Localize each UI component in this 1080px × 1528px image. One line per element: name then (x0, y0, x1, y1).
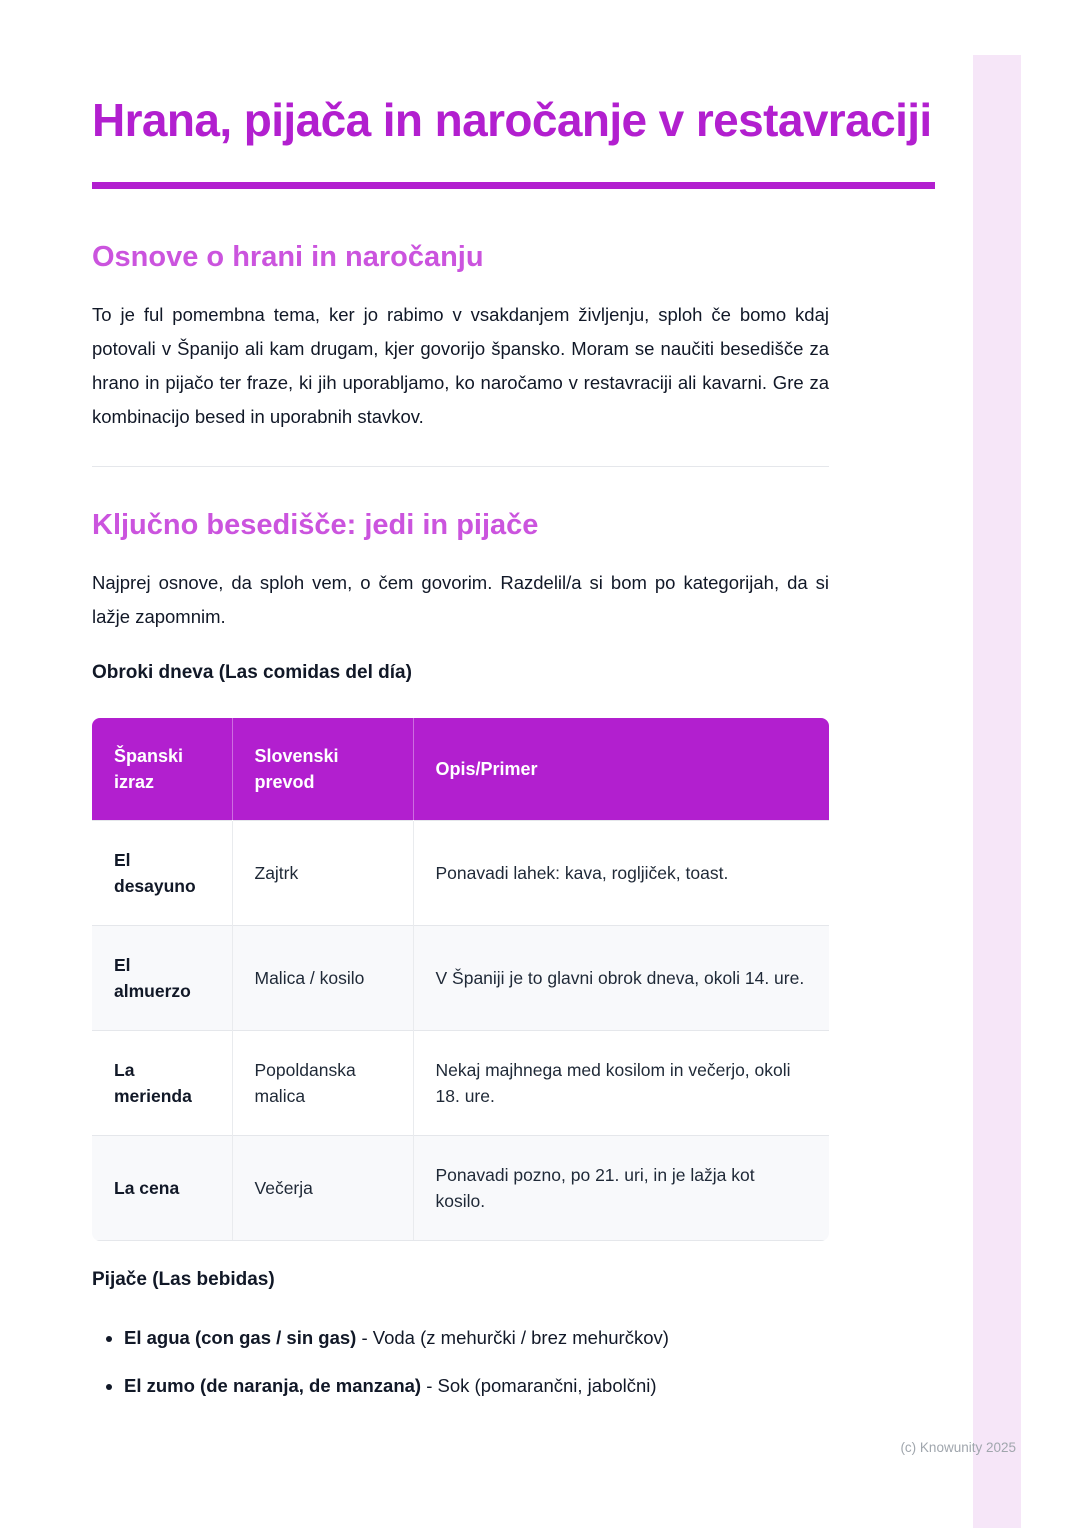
meals-table (92, 718, 829, 1241)
table-header-row (92, 718, 829, 821)
drink-desc: - Voda (z mehurčki / brez mehurčkov) (361, 1326, 669, 1348)
drink-desc: - Sok (pomarančni, jabolčni) (426, 1374, 657, 1396)
table-cell-sl: Večerja (232, 1135, 413, 1240)
table-row (92, 925, 829, 1030)
drink-term: El agua (con gas / sin gas) (124, 1326, 357, 1348)
list-item (124, 1323, 935, 1353)
table-cell-desc: Ponavadi pozno, po 21. uri, in je lažja kot kosilo. (413, 1135, 829, 1240)
table-cell-es: La cena (92, 1135, 232, 1240)
intro-paragraph: To je ful pomembna tema, ker jo rabimo v vsakdanjem življenju, sploh če bomo kdaj potovali v Španijo ali kam drugam, kjer govorijo špansko. Moram se naučiti besedišče za hrano in pijačo ter fraze, ki jih uporabljamo, ko naročamo v restavraciji ali kavarni. Gre za kombinacijo besed in uporabnih stavkov. (92, 303, 829, 427)
table-cell-es: El desayuno (92, 820, 232, 925)
table-row (92, 1030, 829, 1135)
table-header-slovene: Slovenski prevod (232, 718, 413, 821)
table-cell-es: El almuerzo (92, 925, 232, 1030)
section-heading-vocab: Ključno besedišče: jedi in pijače (92, 508, 539, 541)
list-item (124, 1371, 935, 1401)
table-cell-es: La merienda (92, 1030, 232, 1135)
meals-table-wrap (92, 718, 829, 1241)
drinks-subheading: Pijače (Las bebidas) (92, 1268, 275, 1290)
table-cell-desc: Nekaj majhnega med kosilom in večerjo, okoli 18. ure. (413, 1030, 829, 1135)
drinks-list (92, 1323, 935, 1401)
table-header-description: Opis/Primer (413, 718, 829, 821)
table-cell-desc: V Španiji je to glavni obrok dneva, okoli 14. ure. (413, 925, 829, 1030)
drink-term: El zumo (de naranja, de manzana) (124, 1374, 422, 1396)
title-rule (92, 182, 935, 189)
table-cell-desc: Ponavadi lahek: kava, rogljiček, toast. (413, 820, 829, 925)
document-content (92, 92, 935, 1419)
table-cell-sl: Zajtrk (232, 820, 413, 925)
table-cell-sl: Popoldanska malica (232, 1030, 413, 1135)
table-cell-sl: Malica / kosilo (232, 925, 413, 1030)
meals-subheading: Obroki dneva (Las comidas del día) (92, 661, 412, 683)
page-title: Hrana, pijača in naročanje v restavraciji (92, 94, 932, 146)
decorative-side-stripe (973, 55, 1021, 1528)
section-divider (92, 466, 829, 467)
section-heading-intro: Osnove o hrani in naročanju (92, 240, 484, 273)
table-row (92, 1135, 829, 1240)
vocab-paragraph: Najprej osnove, da sploh vem, o čem govorim. Razdelil/a si bom po kategorijah, da si lažje zapomnim. (92, 571, 829, 627)
table-row (92, 820, 829, 925)
footer-credit: (c) Knowunity 2025 (900, 1440, 1016, 1455)
table-header-spanish: Španski izraz (92, 718, 232, 821)
